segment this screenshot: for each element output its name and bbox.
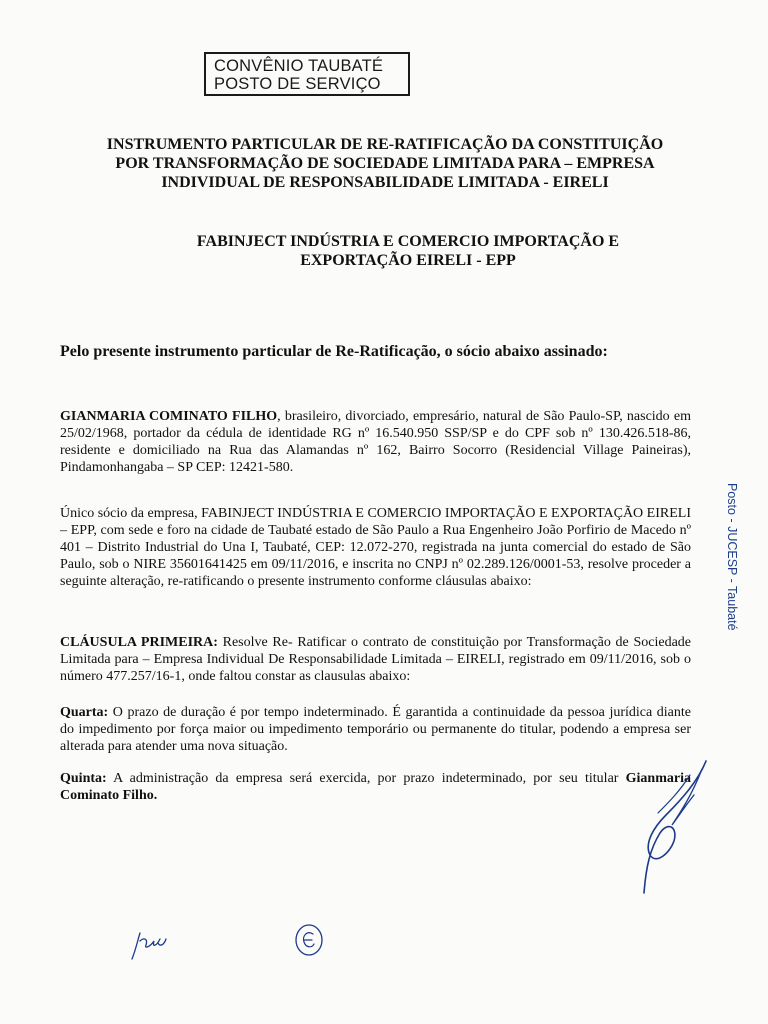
document-title (40, 135, 730, 192)
clause-first-label: CLÁUSULA PRIMEIRA: (60, 635, 218, 650)
company-line-2: EXPORTAÇÃO EIRELI - EPP (300, 252, 516, 269)
clause-first-text: Resolve Re- Ratificar o contrato de constituição por Transformação de Sociedade Limitada para – Empresa Individual De Responsabilidade Limitada – EIRELI, registrado em 09/11/2016, sob o número 477.257/16-1, onde faltou constar as clausulas abaixo: (60, 635, 692, 684)
convenio-stamp (204, 52, 410, 96)
page-circle-mark (292, 922, 326, 958)
clause-first (60, 634, 691, 685)
title-line-2: POR TRANSFORMAÇÃO DE SOCIEDADE LIMITADA PARA – EMPRESA (115, 155, 655, 172)
stamp-line-2: POSTO DE SERVIÇO (214, 75, 381, 93)
partner-qualification (60, 408, 691, 476)
jucesp-side-stamp: Posto - JUCESP - Taubaté (725, 483, 739, 631)
company-line-1: FABINJECT INDÚSTRIA E COMERCIO IMPORTAÇÃO E (196, 233, 620, 250)
clause-quinta-label: Quinta: (60, 771, 107, 786)
clause-quarta-label: Quarta: (60, 705, 109, 720)
partner-name: GIANMARIA COMINATO FILHO (60, 409, 278, 424)
title-line-3: INDIVIDUAL DE RESPONSABILIDADE LIMITADA - EIRELI (161, 174, 609, 191)
clause-quinta-text: A administração da empresa será exercida, por prazo indeterminado, por seu titular (106, 771, 626, 786)
partner-details: , brasileiro, divorciado, empresário, natural de São Paulo-SP, nascido em 25/02/1968, portador da cédula de identidade RG nº 16.540.950 SSP/SP e do CPF sob nº 130.426.518-86, residente e domiciliado na Rua das Alamandas nº 162, Bairro Socorro (Residencial Village Paineiras), Pindamonhangaba – SP CEP: 12421-580. (60, 409, 691, 475)
title-line-1: INSTRUMENTO PARTICULAR DE RE-RATIFICAÇÃO DA CONSTITUIÇÃO (106, 136, 664, 153)
sole-partner-paragraph: Único sócio da empresa, FABINJECT INDÚSTRIA E COMERCIO IMPORTAÇÃO E EXPORTAÇÃO EIRELI – EPP, com sede e foro na cidade de Taubaté estado de São Paulo a Rua Engenheiro João Porfirio de Macedo nº 401 – Distrito Industrial do Una I, Taubaté, CEP: 12.072-270, registrada na junta comercial do estado de São Paulo, sob o NIRE 35601641425 em 09/11/2016, e inscrita no CNPJ nº 02.289.126/0001-53, resolve proceder a seguinte alteração, re-ratificando o presente instrumento conforme cláusulas abaixo: (60, 506, 691, 589)
initials-mark (128, 925, 168, 965)
company-name (110, 232, 706, 270)
clause-quarta (60, 704, 691, 755)
stamp-line-1: CONVÊNIO TAUBATÉ (214, 57, 384, 75)
clause-quinta (60, 770, 691, 804)
intro-statement: Pelo presente instrumento particular de Re-Ratificação, o sócio abaixo assinado: (60, 343, 608, 360)
titular-name: Gianmaria Cominato Filho. (60, 771, 691, 803)
signature-mark (620, 755, 720, 900)
clause-quarta-text: O prazo de duração é por tempo indeterminado. É garantida a continuidade da pessoa jurídica diante do impedimento por força maior ou impedimento temporário ou permanente do titular, podendo a empresa ser alterada para atender uma nova situação. (60, 705, 691, 754)
